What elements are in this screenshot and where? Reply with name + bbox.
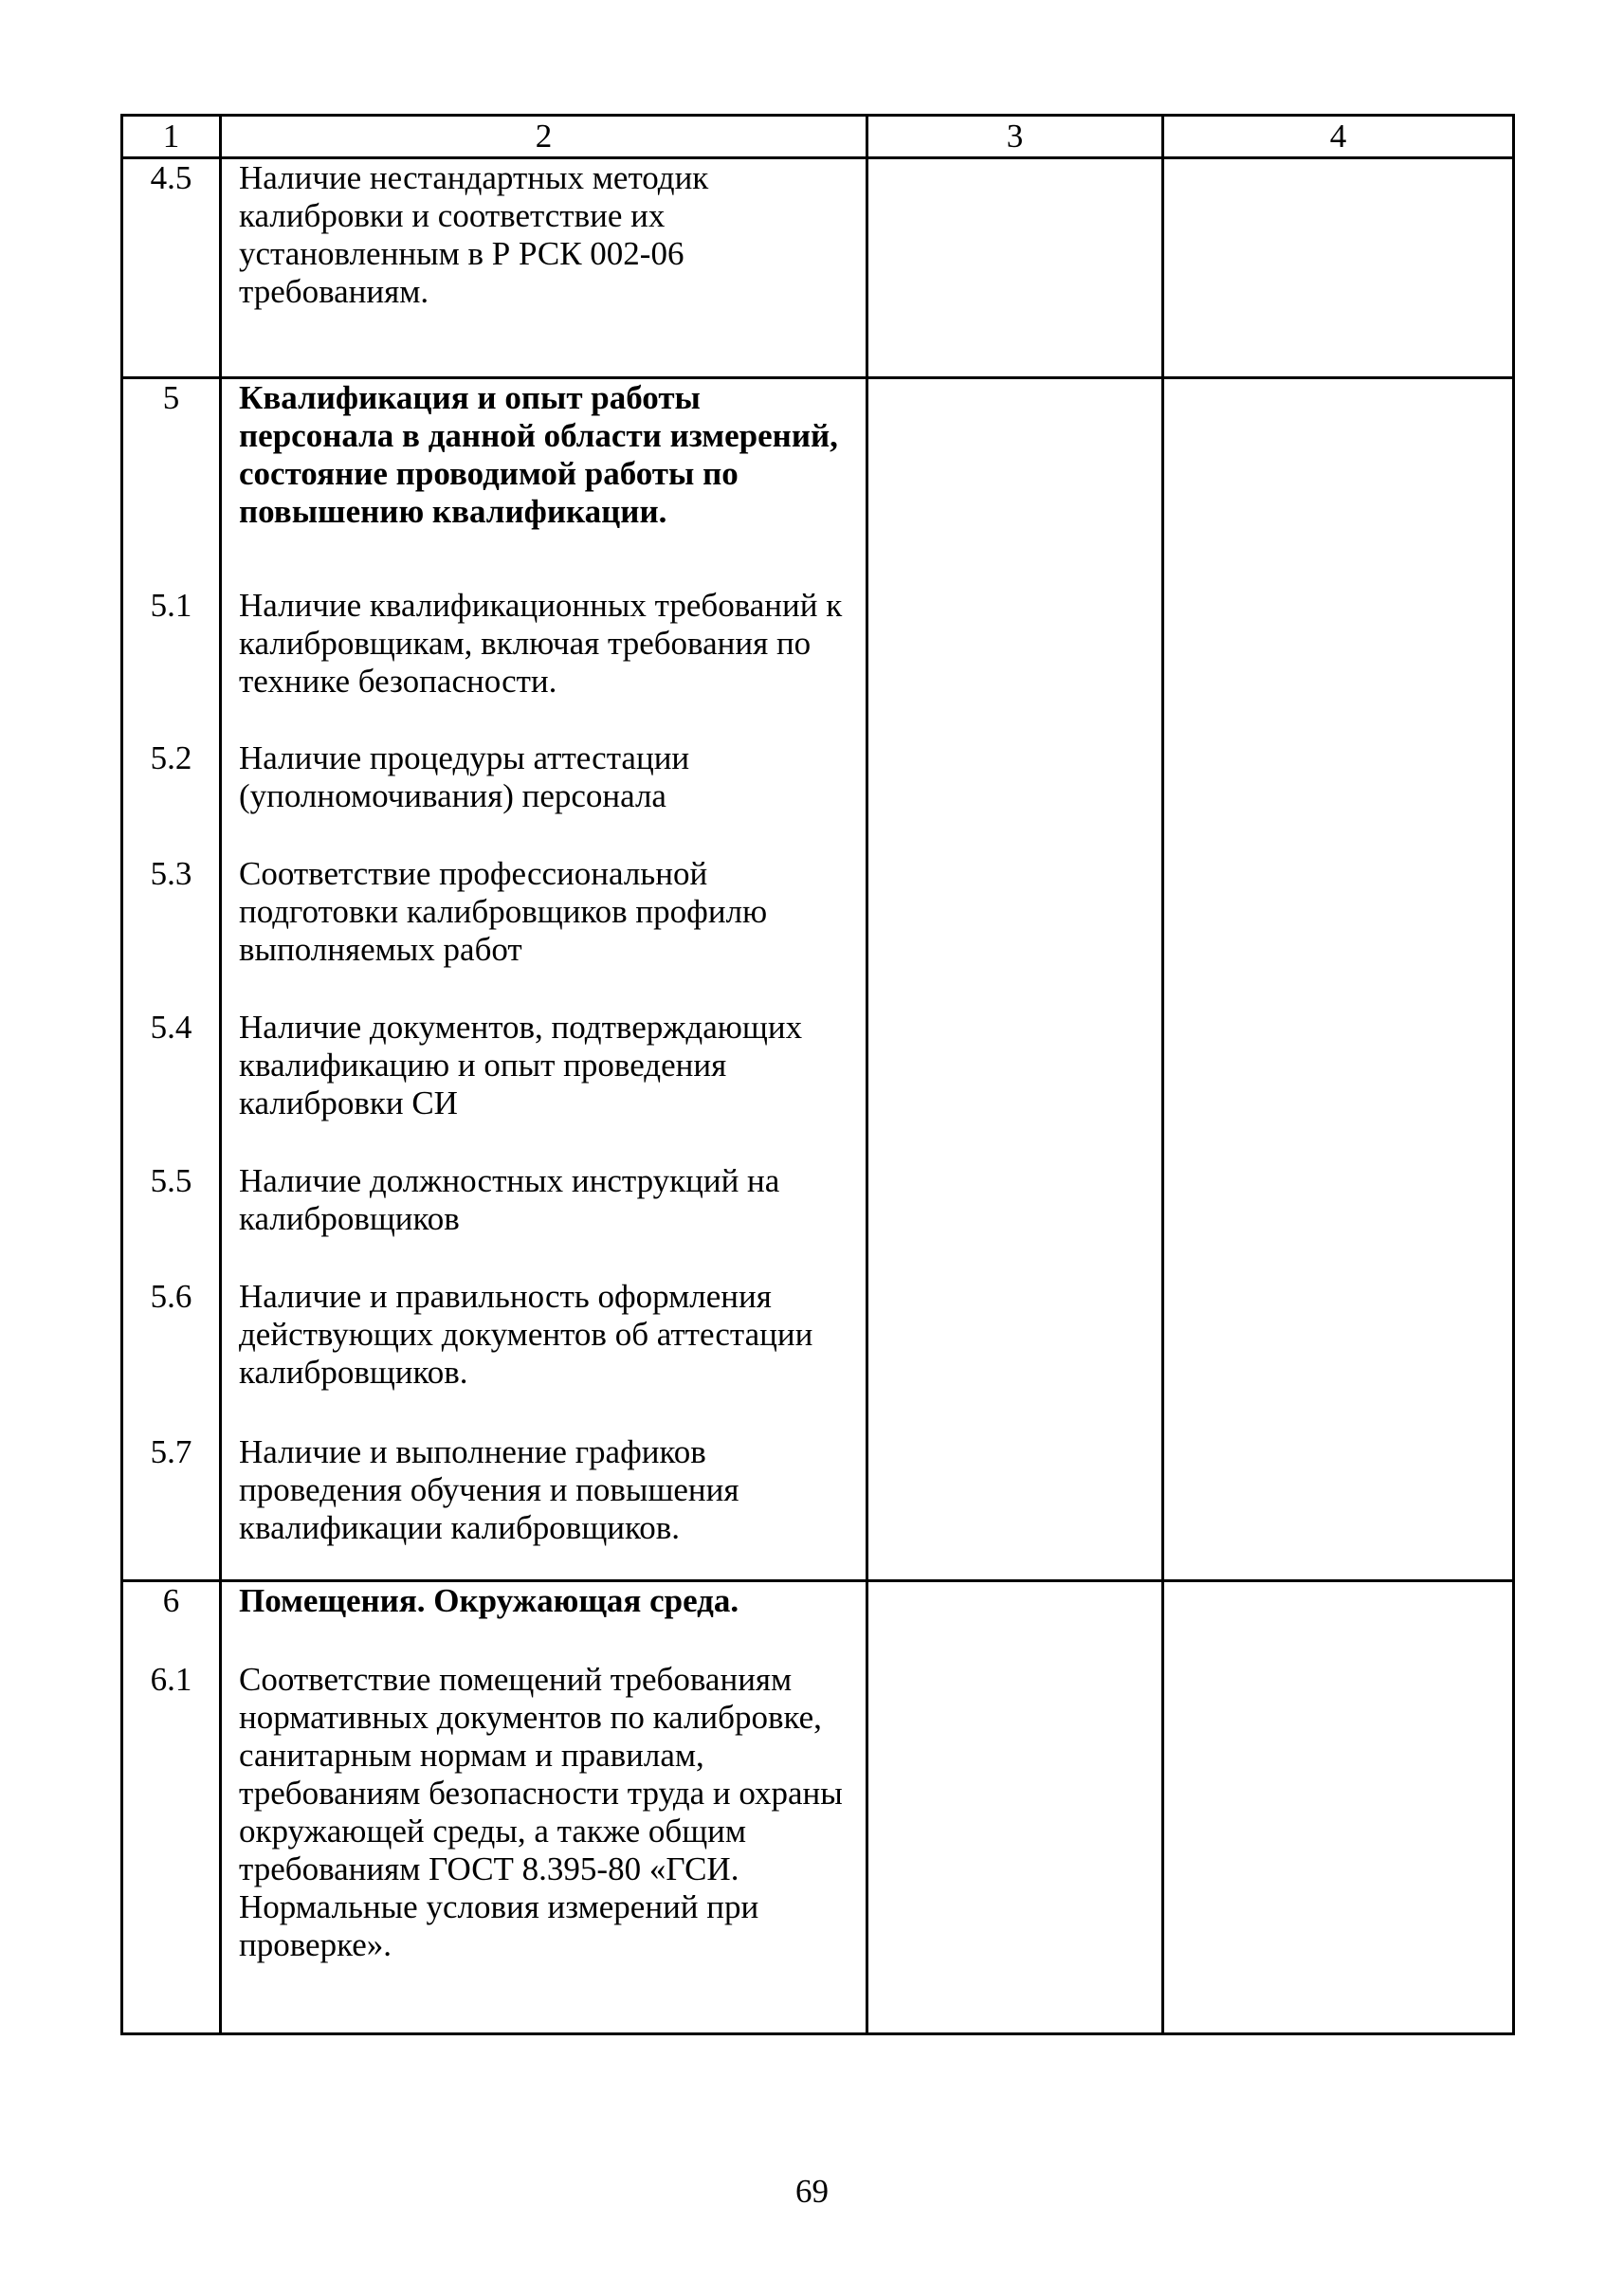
empty-cell	[1163, 1433, 1514, 1581]
row-number: 5	[122, 378, 221, 587]
table-row	[122, 1009, 1514, 1162]
row-number: 5.7	[122, 1433, 221, 1581]
assessment-table	[120, 114, 1515, 2035]
column-header-1: 1	[122, 116, 221, 158]
row-text: Наличие нестандартных методик калибровки и соответствие их установленным в Р РСК 002-06 требованиям.	[221, 158, 867, 378]
section-heading: Квалификация и опыт работы персонала в данной области измерений, состояние проводимой работы по повышению квалификации.	[221, 378, 867, 587]
row-text: Наличие и правильность оформления действующих документов об аттестации калибровщиков.	[221, 1278, 867, 1433]
row-number: 4.5	[122, 158, 221, 378]
row-number: 5.1	[122, 587, 221, 739]
empty-cell	[867, 378, 1163, 587]
table-row	[122, 739, 1514, 855]
empty-cell	[1163, 1278, 1514, 1433]
table-row	[122, 158, 1514, 378]
empty-cell	[867, 739, 1163, 855]
column-header-3: 3	[867, 116, 1163, 158]
column-header-4: 4	[1163, 116, 1514, 158]
section-row	[122, 378, 1514, 587]
page-number: 69	[795, 2173, 829, 2210]
empty-cell	[867, 158, 1163, 378]
row-text: Наличие процедуры аттестации (уполномочивания) персонала	[221, 739, 867, 855]
row-text: Наличие и выполнение графиков проведения обучения и повышения квалификации калибровщиков.	[221, 1433, 867, 1581]
row-text: Наличие документов, подтверждающих квалификацию и опыт проведения калибровки СИ	[221, 1009, 867, 1162]
row-text: Наличие квалификационных требований к калибровщикам, включая требования по технике безопасности.	[221, 587, 867, 739]
empty-cell	[867, 1009, 1163, 1162]
table-row	[122, 1162, 1514, 1278]
row-text: Соответствие помещений требованиям нормативных документов по калибровке, санитарным нормам и правилам, требованиям безопасности труда и охраны окружающей среды, а также общим требованиям ГОСТ 8.395-80 «ГСИ. Нормальные условия измерений при проверке».	[221, 1661, 867, 2034]
empty-cell	[1163, 378, 1514, 587]
empty-cell	[867, 1162, 1163, 1278]
section-row	[122, 1581, 1514, 1661]
empty-cell	[1163, 1009, 1514, 1162]
column-header-2: 2	[221, 116, 867, 158]
empty-cell	[867, 1581, 1163, 1661]
table-header-row	[122, 116, 1514, 158]
table-row	[122, 855, 1514, 1009]
row-number: 5.2	[122, 739, 221, 855]
row-number: 5.6	[122, 1278, 221, 1433]
empty-cell	[867, 1278, 1163, 1433]
empty-cell	[1163, 1162, 1514, 1278]
table-row	[122, 1278, 1514, 1433]
empty-cell	[1163, 855, 1514, 1009]
empty-cell	[1163, 158, 1514, 378]
row-number: 5.5	[122, 1162, 221, 1278]
table-row	[122, 1661, 1514, 2034]
empty-cell	[1163, 587, 1514, 739]
row-text: Соответствие профессиональной подготовки калибровщиков профилю выполняемых работ	[221, 855, 867, 1009]
row-number: 6.1	[122, 1661, 221, 2034]
table-row	[122, 587, 1514, 739]
row-text: Наличие должностных инструкций на калибровщиков	[221, 1162, 867, 1278]
empty-cell	[867, 1661, 1163, 2034]
row-number: 5.3	[122, 855, 221, 1009]
table-row	[122, 1433, 1514, 1581]
empty-cell	[867, 1433, 1163, 1581]
row-number: 5.4	[122, 1009, 221, 1162]
empty-cell	[867, 587, 1163, 739]
row-number: 6	[122, 1581, 221, 1661]
empty-cell	[1163, 1661, 1514, 2034]
empty-cell	[867, 855, 1163, 1009]
empty-cell	[1163, 1581, 1514, 1661]
section-heading: Помещения. Окружающая среда.	[221, 1581, 867, 1661]
empty-cell	[1163, 739, 1514, 855]
